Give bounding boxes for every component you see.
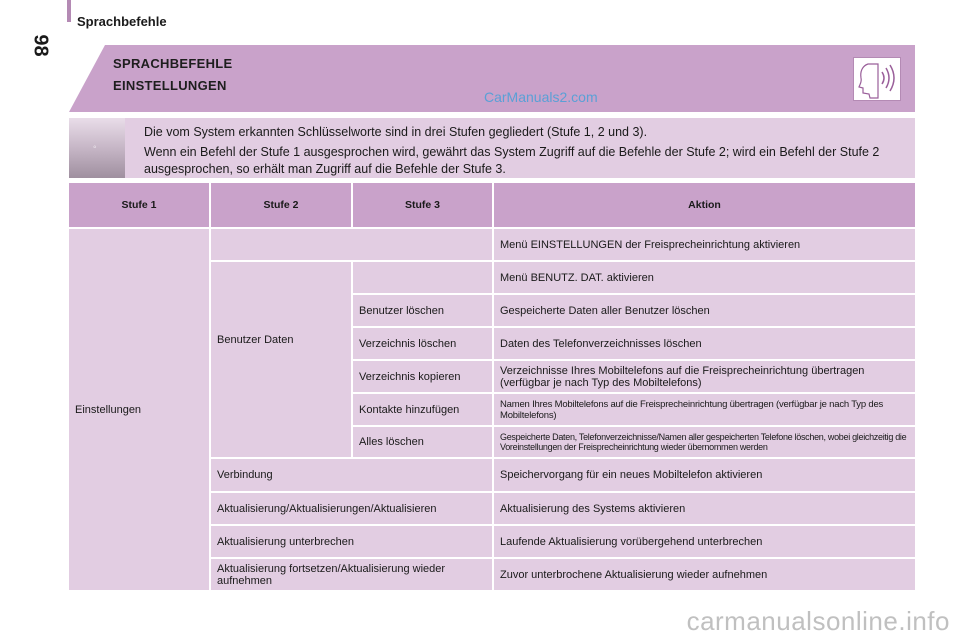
aktion-benutzer-daten: Menü BENUTZ. DAT. aktivieren [494,262,915,293]
header-stufe1: Stufe 1 [69,183,209,227]
stufe2-row-3: Aktualisierung unterbrechen [211,526,492,557]
watermark-link[interactable]: CarManuals2.com [484,89,598,105]
chapter-marker [67,0,71,22]
chapter-title: Sprachbefehle [77,14,167,29]
header-stufe2: Stufe 2 [211,183,351,227]
footer-watermark: carmanualsonline.info [686,606,950,636]
header-aktion: Aktion [494,183,915,227]
intro-paragraph-1: Die vom System erkannten Schlüsselworte sind in drei Stufen gegliedert (Stufe 1, 2 und 3). [144,125,648,139]
table-row-spacer [211,229,492,260]
stufe2-benutzer-daten: Benutzer Daten [211,262,351,457]
stufe3-row-4: Kontakte hinzufügen [353,394,492,425]
aktion-einstellungen: Menü EINSTELLUNGEN der Freisprecheinrichtung aktivieren [494,229,915,260]
stufe3-row-5: Alles löschen [353,427,492,457]
intro-paragraph-2: Wenn ein Befehl der Stufe 1 ausgesprochen wird, gewährt das System Zugriff auf die Befehle der Stufe 2; wird ein Befehl der Stufe 2 ausgesprochen, so erhält man Zugriff auf die Befehle der Stufe 3. [144,145,880,176]
section-subtitle: EINSTELLUNGEN [113,78,227,93]
aktion-l2-row-2: Aktualisierung des Systems aktivieren [494,493,915,524]
header-stufe3: Stufe 3 [353,183,492,227]
aktion-row-4: Namen Ihres Mobiltelefons auf die Freisprecheinrichtung übertragen (verfügbar je nach Typ des Mobiltelefons) [494,394,915,425]
aktion-l2-row-3: Laufende Aktualisierung vorübergehend unterbrechen [494,526,915,557]
stufe1-einstellungen: Einstellungen [69,229,209,590]
aktion-row-2: Daten des Telefonverzeichnisses löschen [494,328,915,359]
stufe2-row-1: Verbindung [211,459,492,491]
aktion-row-5: Gespeicherte Daten, Telefonverzeichnisse/Namen aller gespeicherten Telefone löschen, wobei gleichzeitig die Voreinstellungen der Freisprecheinrichtung wieder übernommen werden [494,427,915,457]
aktion-row-3: Verzeichnisse Ihres Mobiltelefons auf die Freisprecheinrichtung übertragen (verfügbar je nach Typ des Mobiltelefons) [494,361,915,392]
stufe3-row-3: Verzeichnis kopieren [353,361,492,392]
stufe3-row-1: Benutzer löschen [353,295,492,326]
aktion-l2-row-4: Zuvor unterbrochene Aktualisierung wieder aufnehmen [494,559,915,590]
stufe2-row-4: Aktualisierung fortsetzen/Aktualisierung wieder aufnehmen [211,559,492,590]
header-notch [69,45,105,112]
aktion-l2-row-1: Speichervorgang für ein neues Mobiltelefon aktivieren [494,459,915,491]
page-number: 98 [29,34,52,57]
stufe2-row-2: Aktualisierung/Aktualisierungen/Aktualisieren [211,493,492,524]
table-row-spacer [353,262,492,293]
section-title: SPRACHBEFEHLE [113,56,233,71]
intro-text [144,124,904,181]
aktion-row-1: Gespeicherte Daten aller Benutzer löschen [494,295,915,326]
stufe3-row-2: Verzeichnis löschen [353,328,492,359]
voice-command-icon [853,57,901,101]
info-icon: ◦ [69,118,125,178]
